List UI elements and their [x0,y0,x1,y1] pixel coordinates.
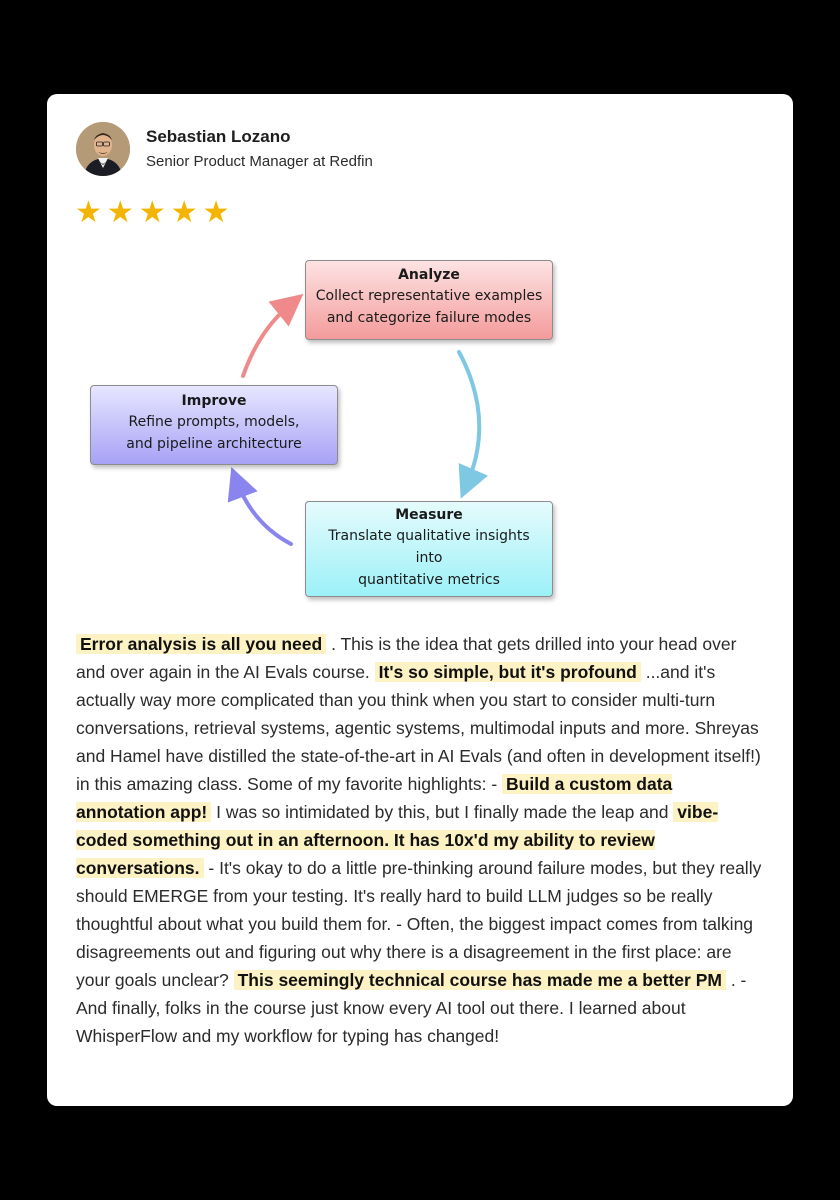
star-rating [75,197,230,229]
arrow-measure-to-improve [237,482,291,544]
improve-title: Improve [181,393,247,409]
improve-line-1: Refine prompts, models, [128,414,300,430]
arrow-improve-to-analyze [243,304,291,376]
review-text-segment: ...and it's actually way more complicated than you think when you start to consider multi-turn conversations, retrieval systems, agentic systems, multimodal inputs and more. Shreyas and Hamel have distilled the state-of-the-art in AI Evals (and often in development itself!) in this amazing class. Some of my favorite highlights: - [76,662,761,794]
analyze-line-2: and categorize failure modes [326,310,532,326]
review-text-segment: . This is the idea that gets drilled into your head over and over again in the AI Evals course. [76,634,737,682]
highlight-phrase: Error analysis is all you need [76,634,326,654]
review-text-segment: . - And finally, folks in the course just know every AI tool out there. I learned about WhisperFlow and my workflow for typing has changed! [76,970,747,1046]
analyze-title: Analyze [398,267,460,283]
author-title: Senior Product Manager at Redfin [146,153,373,170]
star-icon: ★ [106,195,134,230]
analyze-line-1: Collect representative examples [315,288,543,304]
highlight-phrase: This seemingly technical course has made me a better PM [234,970,726,990]
measure-line-2: into [415,550,443,566]
avatar-portrait-icon [76,122,130,176]
highlight-phrase: It's so simple, but it's profound [375,662,641,682]
eval-cycle-diagram [47,244,793,614]
avatar [76,122,130,176]
author-name: Sebastian Lozano [146,127,291,146]
review-body [76,630,766,1050]
highlight-phrase: Build a custom data annotation app! [76,774,673,822]
star-icon: ★ [202,195,230,230]
improve-box [90,385,338,465]
measure-title: Measure [395,507,463,523]
highlight-phrase: vibe-coded something out in an afternoon. It has 10x'd my ability to review conversations. [76,802,719,878]
measure-line-1: Translate qualitative insights [328,528,530,544]
improve-line-2: and pipeline architecture [126,436,302,452]
arrow-analyze-to-measure [459,352,479,484]
review-text-segment: I was so intimidated by this, but I finally made the leap and [211,802,674,822]
star-icon: ★ [75,195,102,230]
measure-line-3: quantitative metrics [358,572,500,588]
measure-box [305,501,553,597]
star-icon: ★ [138,195,166,230]
analyze-box [305,260,553,340]
star-icon: ★ [170,195,198,230]
review-text-segment: - It's okay to do a little pre-thinking around failure modes, but they really should EMERGE from your testing. It's really hard to build LLM judges so be really thoughtful about what you build them for. - Often, the biggest impact comes from talking disagreements out and figuring out why there is a disagreement in the first place: are your goals unclear? [76,858,762,990]
review-card [47,94,793,1106]
